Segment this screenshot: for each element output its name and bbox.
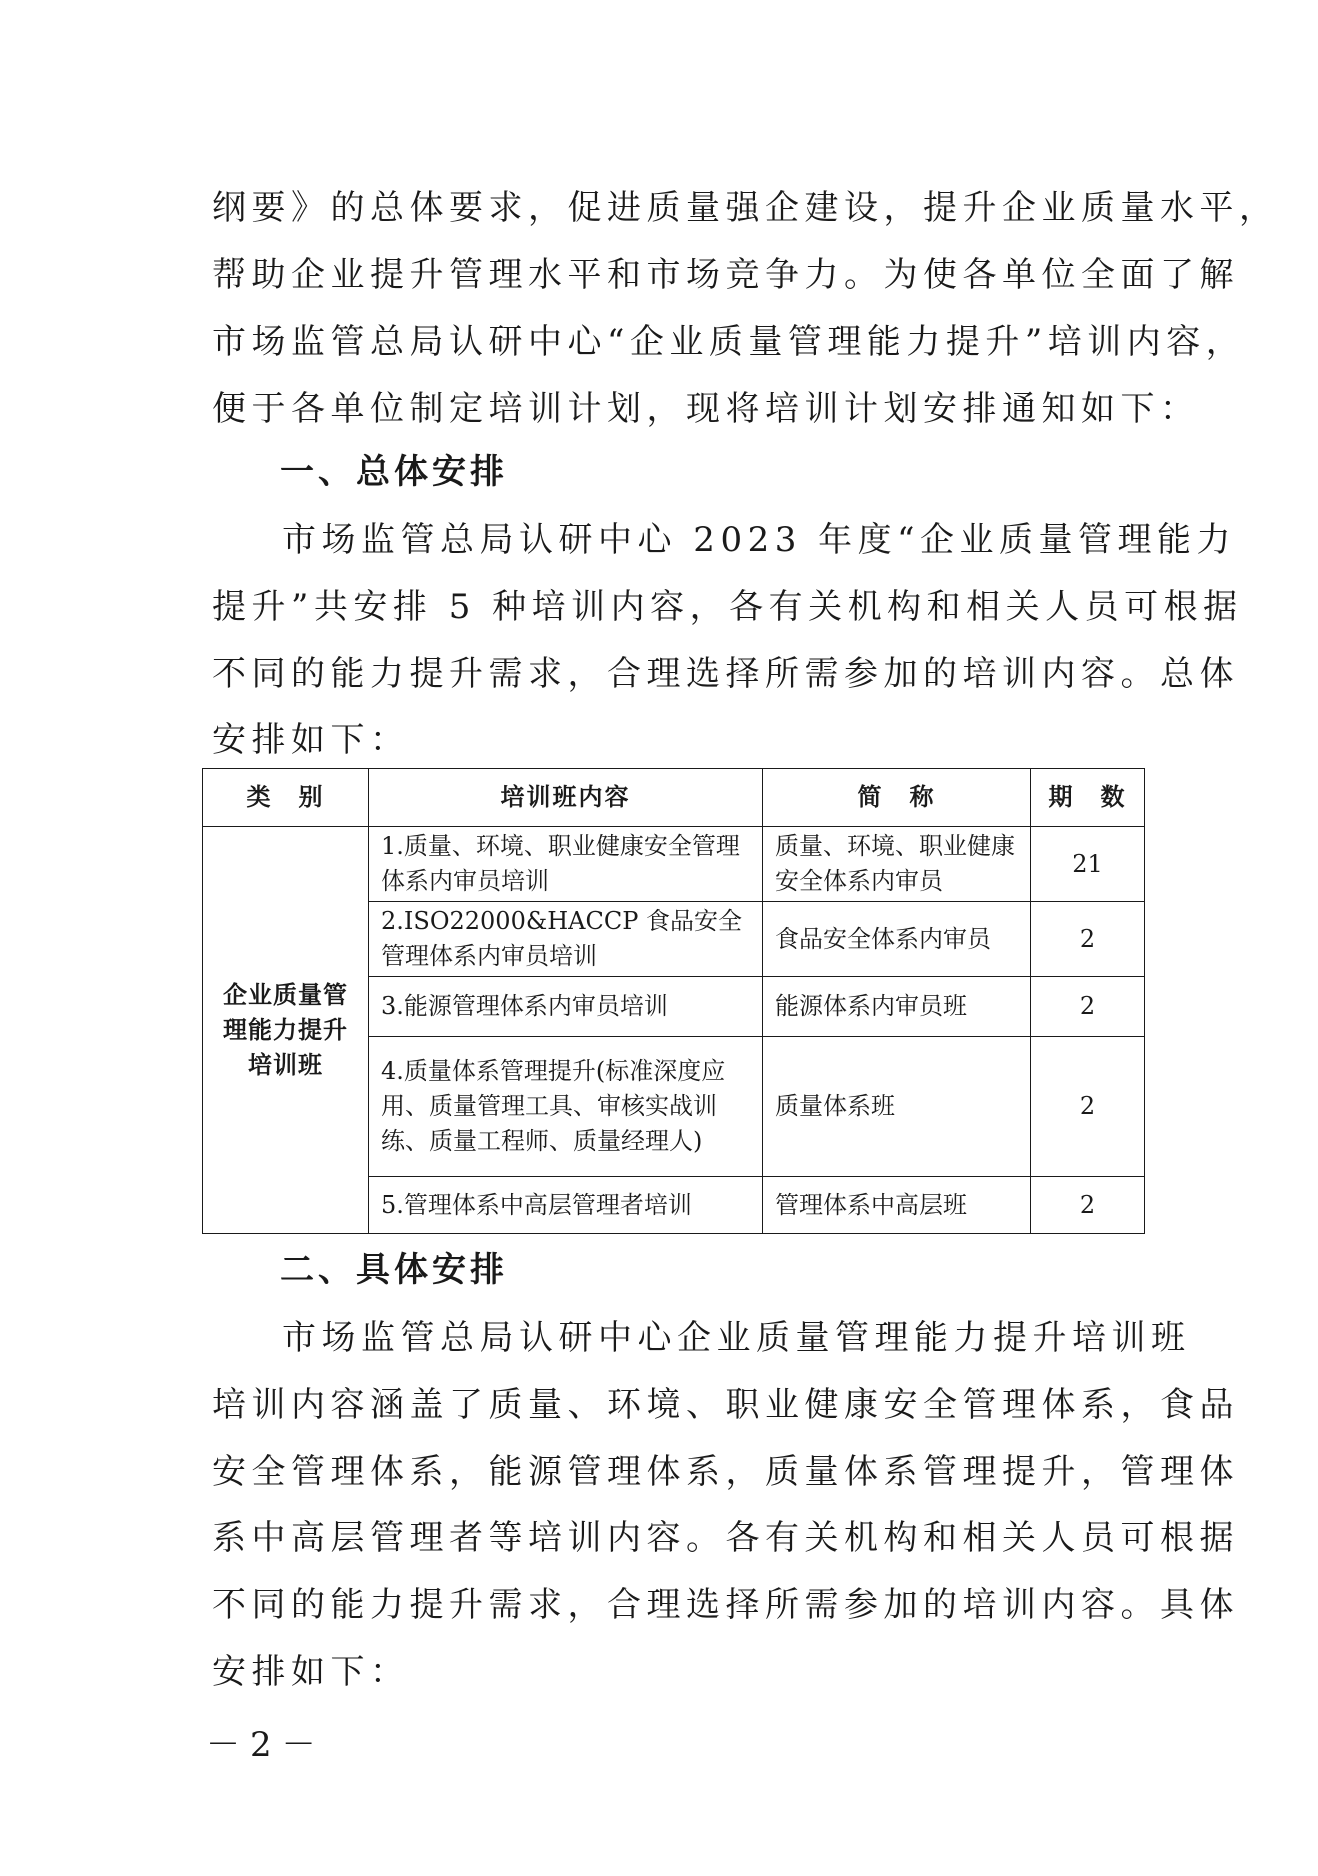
periods-cell: 2 [1031,1177,1145,1234]
paragraph-line: 安全管理体系，能源管理体系，质量体系管理提升，管理体 [212,1452,1239,1492]
page-number: －2－ [206,1725,326,1765]
paragraph-line: 不同的能力提升需求，合理选择所需参加的培训内容。总体 [212,654,1239,694]
paragraph-line: 纲要》的总体要求，促进质量强企建设，提升企业质量水平， [212,188,1279,228]
paragraph-line: 市场监管总局认研中心“企业质量管理能力提升”培训内容， [212,322,1246,362]
periods-cell: 21 [1031,827,1145,902]
paragraph-line: 便于各单位制定培训计划，现将培训计划安排通知如下： [212,389,1200,429]
section-heading-overall: 一、总体安排 [280,452,508,492]
paragraph-line: 安排如下： [212,720,410,760]
periods-cell: 2 [1031,1037,1145,1177]
header-category: 类 别 [203,769,369,827]
paragraph-line: 市场监管总局认研中心 2023 年度“企业质量管理能力 [282,520,1237,560]
paragraph-line: 培训内容涵盖了质量、环境、职业健康安全管理体系，食品 [212,1385,1239,1425]
content-cell: 2.ISO22000&HACCP 食品安全管理体系内审员培训 [369,902,763,977]
paragraph-line: 帮助企业提升管理水平和市场竞争力。为使各单位全面了解 [212,255,1239,295]
header-content: 培训班内容 [369,769,763,827]
content-cell: 1.质量、环境、职业健康安全管理体系内审员培训 [369,827,763,902]
paragraph-line: 系中高层管理者等培训内容。各有关机构和相关人员可根据 [212,1518,1239,1558]
section-heading-specific: 二、具体安排 [280,1250,508,1290]
paragraph-line: 不同的能力提升需求，合理选择所需参加的培训内容。具体 [212,1585,1239,1625]
content-cell: 4.质量体系管理提升(标准深度应用、质量管理工具、审核实战训练、质量工程师、质量经理人) [369,1037,763,1177]
table-row [203,827,1145,902]
table-header-row [203,769,1145,827]
short-name-cell: 食品安全体系内审员 [763,902,1031,977]
paragraph-line: 安排如下： [212,1652,410,1692]
periods-cell: 2 [1031,902,1145,977]
paragraph-line: 市场监管总局认研中心企业质量管理能力提升培训班 [282,1318,1191,1358]
short-name-cell: 质量、环境、职业健康安全体系内审员 [763,827,1031,902]
header-periods: 期 数 [1031,769,1145,827]
short-name-cell: 能源体系内审员班 [763,977,1031,1037]
short-name-cell: 质量体系班 [763,1037,1031,1177]
paragraph-line: 提升”共安排 5 种培训内容，各有关机构和相关人员可根据 [212,587,1243,627]
periods-cell: 2 [1031,977,1145,1037]
training-plan-table [202,768,1145,1234]
header-short-name: 简 称 [763,769,1031,827]
content-cell: 3.能源管理体系内审员培训 [369,977,763,1037]
category-cell: 企业质量管理能力提升培训班 [203,827,369,1234]
content-cell: 5.管理体系中高层管理者培训 [369,1177,763,1234]
short-name-cell: 管理体系中高层班 [763,1177,1031,1234]
